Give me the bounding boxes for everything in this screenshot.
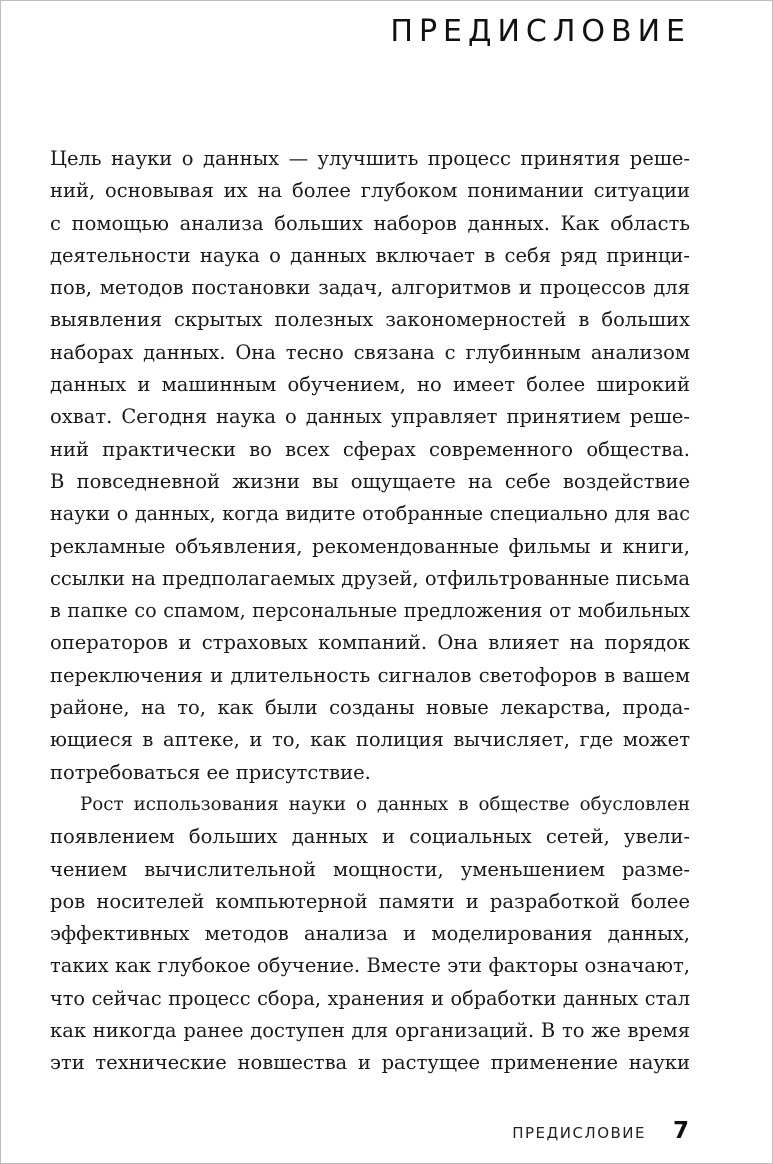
text-line: деятельности наука о данных включает в себя ряд принци-	[50, 243, 690, 267]
text-line: Рост использования науки о данных в обществе обусловлен	[80, 793, 690, 815]
text-line: выявления скрытых полезных закономерностей в больших	[50, 308, 690, 332]
running-head: ПРЕДИСЛОВИЕ	[512, 1124, 646, 1142]
text-line: как никогда ранее доступен для организаций. В то же время	[50, 1019, 690, 1043]
text-line: ссылки на предполагаемых друзей, отфильтрованные письма	[50, 566, 690, 590]
text-line: пов, методов постановки задач, алгоритмов и процессов для	[50, 276, 690, 300]
text-line: ров носителей компьютерной памяти и разработкой более	[50, 889, 690, 913]
text-line: Цель науки о данных — улучшить процесс принятия реше-	[50, 147, 690, 170]
text-line: с помощью анализа больших наборов данных. Как область	[50, 211, 690, 235]
text-line: чением вычислительной мощности, уменьшением разме-	[50, 857, 690, 881]
text-line: наборах данных. Она тесно связана с глубинным анализом	[50, 340, 690, 364]
text-line: ний практически во всех сферах современного общества.	[50, 437, 690, 461]
text-line: переключения и длительность сигналов светофоров в вашем	[50, 663, 690, 687]
text-line: ний, основывая их на более глубоком понимании ситуации	[50, 179, 690, 203]
text-line: появлением больших данных и социальных сетей, увели-	[50, 825, 690, 849]
paragraph-2	[50, 789, 690, 1080]
text-line: таких как глубокое обучение. Вместе эти факторы означают,	[50, 954, 690, 978]
text-line: ющиеся в аптеке, и то, как полиция вычисляет, где может	[50, 728, 690, 752]
text-line: охват. Сегодня наука о данных управляет принятием реше-	[50, 405, 690, 429]
text-line: данных и машинным обучением, но имеет более широкий	[50, 373, 690, 397]
text-line: эффективных методов анализа и моделирования данных,	[50, 922, 690, 946]
text-line: В повседневной жизни вы ощущаете на себе воздействие	[50, 469, 690, 493]
text-line: потребоваться ее присутствие.	[50, 760, 371, 784]
text-line: что сейчас процесс сбора, хранения и обработки данных стал	[50, 986, 690, 1010]
text-line: эти технические новшества и растущее применение науки	[50, 1051, 690, 1075]
page-footer	[0, 1118, 773, 1148]
text-line: в папке со спамом, персональные предложения от мобильных	[50, 599, 690, 623]
paragraph-1	[50, 143, 690, 789]
text-line: рекламные объявления, рекомендованные фильмы и книги,	[50, 534, 690, 558]
text-line: операторов и страховых компаний. Она влияет на порядок	[50, 631, 690, 655]
body-text	[50, 143, 690, 1080]
text-line: районе, на то, как были созданы новые лекарства, прода-	[50, 696, 690, 720]
text-line: науки о данных, когда видите отобранные специально для вас	[50, 502, 690, 526]
chapter-title: ПРЕДИСЛОВИЕ	[390, 14, 691, 49]
page-number: 7	[672, 1118, 689, 1144]
